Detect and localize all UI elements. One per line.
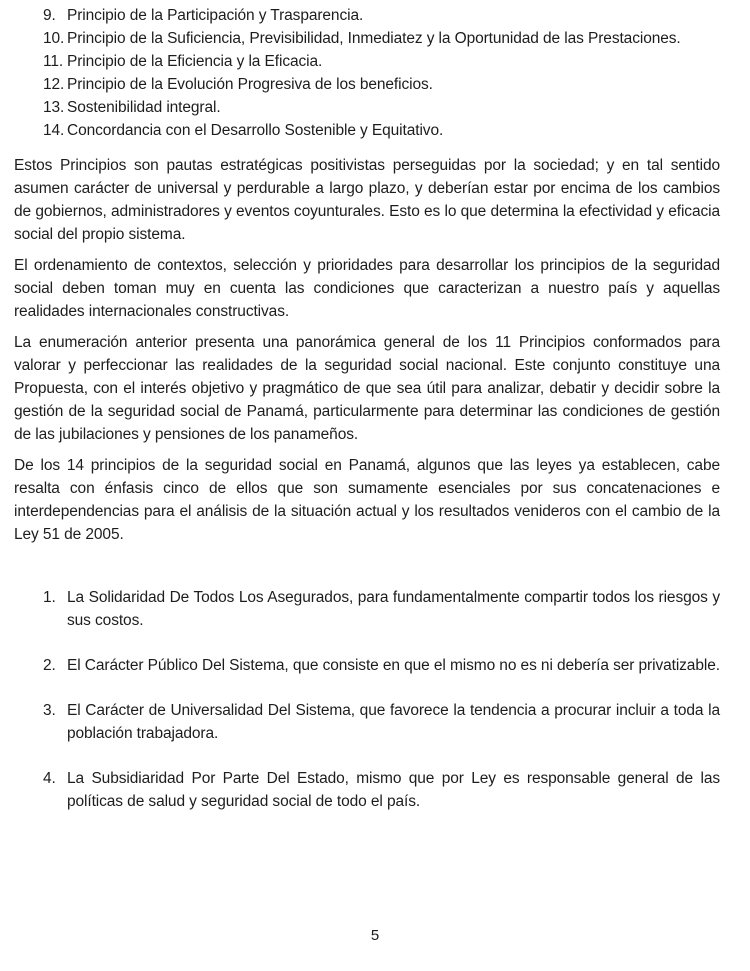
list-item <box>14 73 720 96</box>
list-item <box>14 654 720 677</box>
body-paragraphs <box>14 154 720 546</box>
list-item-text: Principio de la Suficiencia, Previsibilidad, Inmediatez y la Oportunidad de las Prestaciones. <box>67 30 681 47</box>
list-item-text: Concordancia con el Desarrollo Sostenible y Equitativo. <box>67 122 444 139</box>
paragraph: Estos Principios son pautas estratégicas positivistas perseguidas por la sociedad; y en tal sentido asumen carácter de universal y perdurable a largo plazo, y deberían estar por encima de los cambios de gobiernos, administradores y eventos coyunturales. Esto es lo que determina la efectividad y eficacia social del propio sistema. <box>14 157 720 243</box>
list-item <box>14 96 720 119</box>
list-item-text: Principio de la Eficiencia y la Eficacia. <box>67 53 323 70</box>
list-item <box>14 119 720 142</box>
page-number: 5 <box>370 927 380 944</box>
list-item-number: 14. <box>43 122 65 139</box>
list-item-text: Principio de la Evolución Progresiva de los beneficios. <box>67 76 433 93</box>
list-item <box>14 4 720 27</box>
paragraph: La enumeración anterior presenta una panorámica general de los 11 Principios conformados para valorar y perfeccionar las realidades de la seguridad social nacional. Este conjunto constituye una Propuesta, con el interés objetivo y pragmático de que sea útil para analizar, debatir y decidir sobre la gestión de la seguridad social de Panamá, particularmente para determinar las condiciones de gestión de las jubilaciones y pensiones de los panameños. <box>14 334 720 443</box>
list-item-number: 10. <box>43 30 65 47</box>
list-item-text: Principio de la Participación y Trasparencia. <box>67 7 364 24</box>
list-item-number: 4. <box>43 770 56 787</box>
list-item-number: 11. <box>43 53 64 70</box>
list-item <box>14 50 720 73</box>
list-item-number: 3. <box>43 702 56 719</box>
paragraph: De los 14 principios de la seguridad social en Panamá, algunos que las leyes ya establecen, cabe resalta con énfasis cinco de ellos que son sumamente esenciales por sus concatenaciones e interdependencias para el análisis de la situación actual y los resultados venideros con el cambio de la Ley 51 de 2005. <box>14 457 720 543</box>
list-item-number: 12. <box>43 76 65 93</box>
list-item <box>14 699 720 745</box>
list-item-text: La Solidaridad De Todos Los Asegurados, para fundamentalmente compartir todos los riesgos y sus costos. <box>67 589 720 629</box>
list-item-text: El Carácter Público Del Sistema, que consiste en que el mismo no es ni debería ser privatizable. <box>67 657 720 674</box>
list-item-text: Sostenibilidad integral. <box>67 99 221 116</box>
list-item-text: La Subsidiaridad Por Parte Del Estado, mismo que por Ley es responsable general de las políticas de salud y seguridad social de todo el país. <box>67 770 720 810</box>
list-item-number: 2. <box>43 657 56 674</box>
principles-list-top <box>14 4 720 142</box>
list-item-number: 13. <box>43 99 65 116</box>
list-item-number: 9. <box>43 7 56 24</box>
list-item <box>14 767 720 813</box>
list-item <box>14 27 720 50</box>
paragraph: El ordenamiento de contextos, selección y prioridades para desarrollar los principios de la seguridad social deben toman muy en cuenta las condiciones que caracterizan a nuestro país y aquellas realidades internacionales constructivas. <box>14 257 720 320</box>
list-item-text: El Carácter de Universalidad Del Sistema, que favorece la tendencia a procurar incluir a toda la población trabajadora. <box>67 702 720 742</box>
principles-list-bottom <box>14 586 720 813</box>
list-item-number: 1. <box>43 589 56 606</box>
list-item <box>14 586 720 632</box>
